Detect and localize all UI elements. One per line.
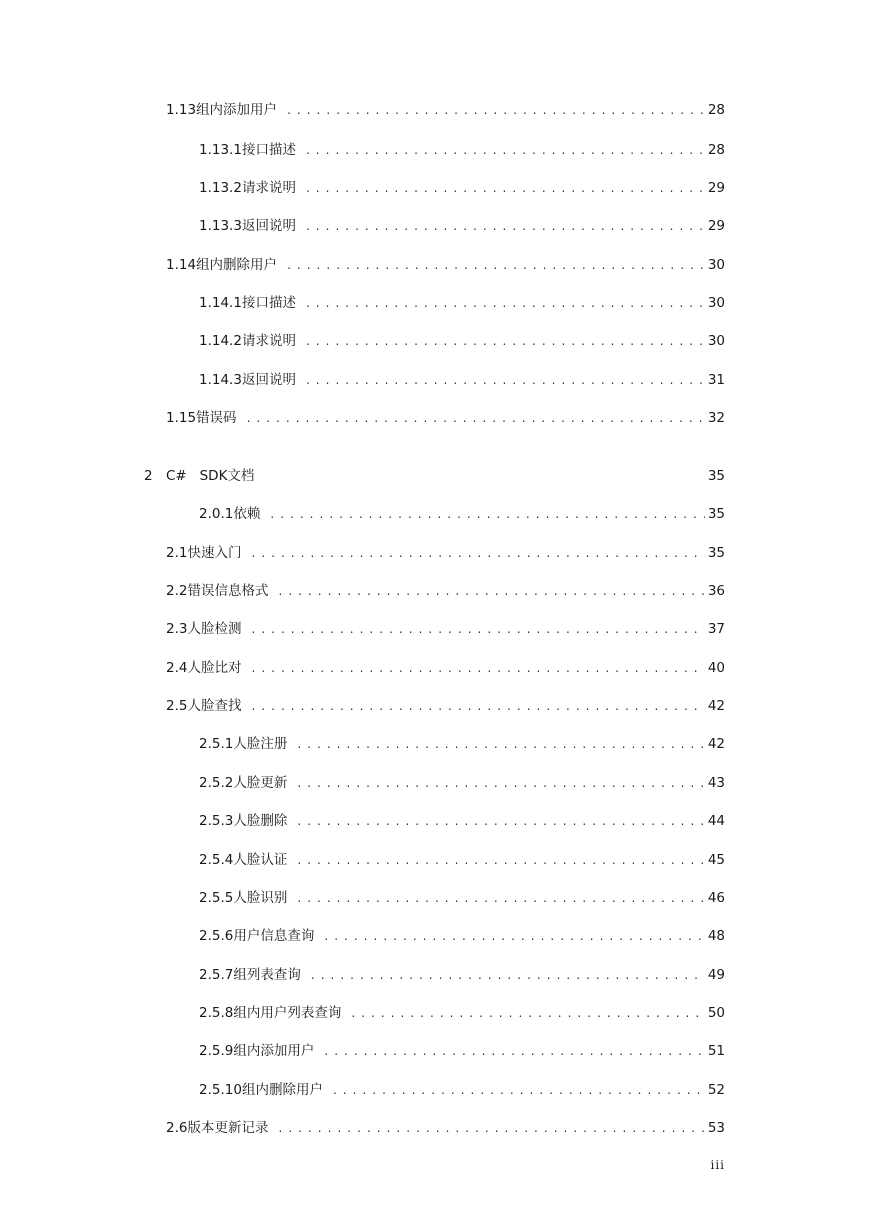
- toc-entry-page-number: 30: [707, 295, 725, 311]
- dot-leader: [327, 1080, 705, 1100]
- toc-entry-title: 组内用户列表查询: [233, 1005, 342, 1021]
- dot-leader: [291, 888, 705, 908]
- toc-entry[interactable]: [0, 1041, 725, 1061]
- dot-leader: [300, 216, 705, 236]
- toc-entry-title: 用户信息查询: [233, 928, 315, 944]
- toc-entry-title: 组内删除用户: [196, 257, 278, 273]
- toc-entry-page-number: 35: [707, 506, 725, 522]
- toc-entry-number: 2.5.9: [199, 1043, 234, 1059]
- dot-leader: [318, 1041, 705, 1061]
- toc-entry-number: 2.5.5: [199, 890, 234, 906]
- toc-entry-title: 人脸比对: [187, 660, 242, 676]
- toc-entry[interactable]: [0, 504, 725, 524]
- toc-entry[interactable]: [0, 331, 725, 351]
- toc-entry[interactable]: [0, 926, 725, 946]
- toc-entry[interactable]: [0, 888, 725, 908]
- toc-entry-page-number: 50: [707, 1005, 725, 1021]
- toc-entry[interactable]: [0, 408, 725, 428]
- toc-entry-number: 2.5.6: [199, 928, 234, 944]
- toc-entry[interactable]: [0, 255, 725, 275]
- dot-leader: [291, 773, 705, 793]
- toc-entry-number: 1.14.2: [199, 333, 242, 349]
- toc-entry-title: 版本更新记录: [187, 1120, 269, 1136]
- toc-entry-page-number: 28: [707, 102, 725, 118]
- dot-leader: [300, 370, 705, 390]
- toc-entry-title: 接口描述: [241, 295, 296, 311]
- toc-entry[interactable]: [0, 811, 725, 831]
- toc-entry-title: 人脸更新: [233, 775, 288, 791]
- toc-entry[interactable]: [0, 619, 725, 639]
- toc-entry-title: 人脸认证: [233, 852, 288, 868]
- toc-entry-number: 2.5.10: [199, 1082, 242, 1098]
- toc-entry-number: 2.5.8: [199, 1005, 234, 1021]
- toc-entry-page-number: 35: [707, 545, 725, 561]
- toc-entry[interactable]: [0, 581, 725, 601]
- toc-entry-page-number: 52: [707, 1082, 725, 1098]
- toc-entry[interactable]: [0, 1080, 725, 1100]
- toc-entry-page-number: 31: [707, 372, 725, 388]
- dot-leader: [264, 504, 705, 524]
- toc-entry-number: 2.5.1: [199, 736, 234, 752]
- dot-leader: [305, 965, 705, 985]
- dot-leader: [291, 811, 705, 831]
- toc-entry-number: 2.4: [166, 660, 188, 676]
- toc-entry-page-number: 46: [707, 890, 725, 906]
- toc-entry-page-number: 30: [707, 333, 725, 349]
- dot-leader: [300, 331, 705, 351]
- toc-entry[interactable]: [0, 216, 725, 236]
- dot-leader: [245, 658, 705, 678]
- dot-leader: [345, 1003, 705, 1023]
- toc-entry-page-number: 53: [707, 1120, 725, 1136]
- toc-entry[interactable]: [0, 965, 725, 985]
- toc-entry-number: 1.14: [166, 257, 197, 273]
- toc-entry-title: 人脸识别: [233, 890, 288, 906]
- toc-entry-number: 1.15: [166, 410, 197, 426]
- toc-entry-page-number: 44: [707, 813, 725, 829]
- toc-entry-page-number: 36: [707, 583, 725, 599]
- toc-entry-number: 2.1: [166, 545, 188, 561]
- toc-entry-title: 快速入门: [187, 545, 242, 561]
- toc-entry-number: 1.14.1: [199, 295, 242, 311]
- toc-entry-title: C# SDK文档: [166, 468, 255, 484]
- toc-entry-title: 请求说明: [241, 333, 296, 349]
- toc-entry-number: 1.14.3: [199, 372, 242, 388]
- dot-leader: [245, 619, 705, 639]
- dot-leader: [318, 926, 705, 946]
- toc-entry-title: 返回说明: [241, 372, 296, 388]
- toc-entry[interactable]: [0, 370, 725, 390]
- dot-leader: [245, 696, 705, 716]
- toc-entry[interactable]: [0, 850, 725, 870]
- toc-entry[interactable]: [0, 140, 725, 160]
- toc-entry-page-number: 35: [707, 468, 725, 484]
- toc-entry-page-number: 42: [707, 736, 725, 752]
- toc-entry-page-number: 32: [707, 410, 725, 426]
- toc-entry-page-number: 29: [707, 180, 725, 196]
- toc-entry-page-number: 37: [707, 621, 725, 637]
- dot-leader: [272, 1118, 705, 1138]
- toc-entry-number: 1.13.2: [199, 180, 242, 196]
- toc-entry[interactable]: [0, 734, 725, 754]
- toc-entry-page-number: 43: [707, 775, 725, 791]
- dot-leader: [272, 581, 705, 601]
- dot-leader: [300, 293, 705, 313]
- toc-entry-number: 2.0.1: [199, 506, 234, 522]
- dot-leader: [281, 100, 705, 120]
- dot-leader: [245, 543, 705, 563]
- toc-entry-number: 1.13: [166, 102, 197, 118]
- toc-entry-title: 依赖: [233, 506, 261, 522]
- toc-entry-title: 人脸查找: [187, 698, 242, 714]
- toc-entry-number: 1.13.3: [199, 218, 242, 234]
- dot-leader: [300, 178, 705, 198]
- toc-entry-page-number: 49: [707, 967, 725, 983]
- toc-entry-page-number: 40: [707, 660, 725, 676]
- toc-entry[interactable]: [0, 773, 725, 793]
- toc-entry-title: 错误信息格式: [187, 583, 269, 599]
- toc-entry-page-number: 29: [707, 218, 725, 234]
- dot-leader: [291, 850, 705, 870]
- dot-leader: [281, 255, 705, 275]
- toc-entry-title: 返回说明: [241, 218, 296, 234]
- toc-entry-page-number: 30: [707, 257, 725, 273]
- toc-entry-number: 2.5: [166, 698, 188, 714]
- dot-leader: [300, 140, 705, 160]
- toc-entry-title: 组列表查询: [233, 967, 301, 983]
- toc-entry-number: 2.5.2: [199, 775, 234, 791]
- toc-entry-page-number: 48: [707, 928, 725, 944]
- toc-entry-title: 人脸检测: [187, 621, 242, 637]
- toc-entry-page-number: 45: [707, 852, 725, 868]
- toc-entry-page-number: 51: [707, 1043, 725, 1059]
- toc-entry-number: 2.3: [166, 621, 188, 637]
- toc-entry-title: 人脸删除: [233, 813, 288, 829]
- toc-entry-number: 2: [144, 468, 153, 484]
- toc-entry-page-number: 42: [707, 698, 725, 714]
- page-number-footer: iii: [710, 1158, 725, 1172]
- toc-entry-title: 请求说明: [241, 180, 296, 196]
- toc-entry-number: 2.2: [166, 583, 188, 599]
- toc-entry-number: 2.6: [166, 1120, 188, 1136]
- toc-entry-title: 组内添加用户: [233, 1043, 315, 1059]
- dot-leader: [241, 408, 705, 428]
- toc-entry-number: 2.5.7: [199, 967, 234, 983]
- toc-entry[interactable]: [0, 1118, 725, 1138]
- toc-entry[interactable]: [0, 543, 725, 563]
- toc-entry-title: 接口描述: [241, 142, 296, 158]
- toc-entry-number: 2.5.3: [199, 813, 234, 829]
- toc-entry-title: 人脸注册: [233, 736, 288, 752]
- toc-entry[interactable]: [0, 100, 725, 120]
- toc-entry-number: 1.13.1: [199, 142, 242, 158]
- toc-entry[interactable]: [0, 178, 725, 198]
- toc-entry-title: 组内删除用户: [241, 1082, 323, 1098]
- toc-entry[interactable]: [0, 293, 725, 313]
- toc-entry-title: 错误码: [196, 410, 237, 426]
- toc-entry[interactable]: [0, 1003, 725, 1023]
- toc-entry[interactable]: [0, 658, 725, 678]
- dot-leader: [291, 734, 705, 754]
- toc-entry[interactable]: [0, 696, 725, 716]
- toc-entry[interactable]: [0, 466, 725, 486]
- toc-entry-number: 2.5.4: [199, 852, 234, 868]
- toc-entry-title: 组内添加用户: [196, 102, 278, 118]
- toc-entry-page-number: 28: [707, 142, 725, 158]
